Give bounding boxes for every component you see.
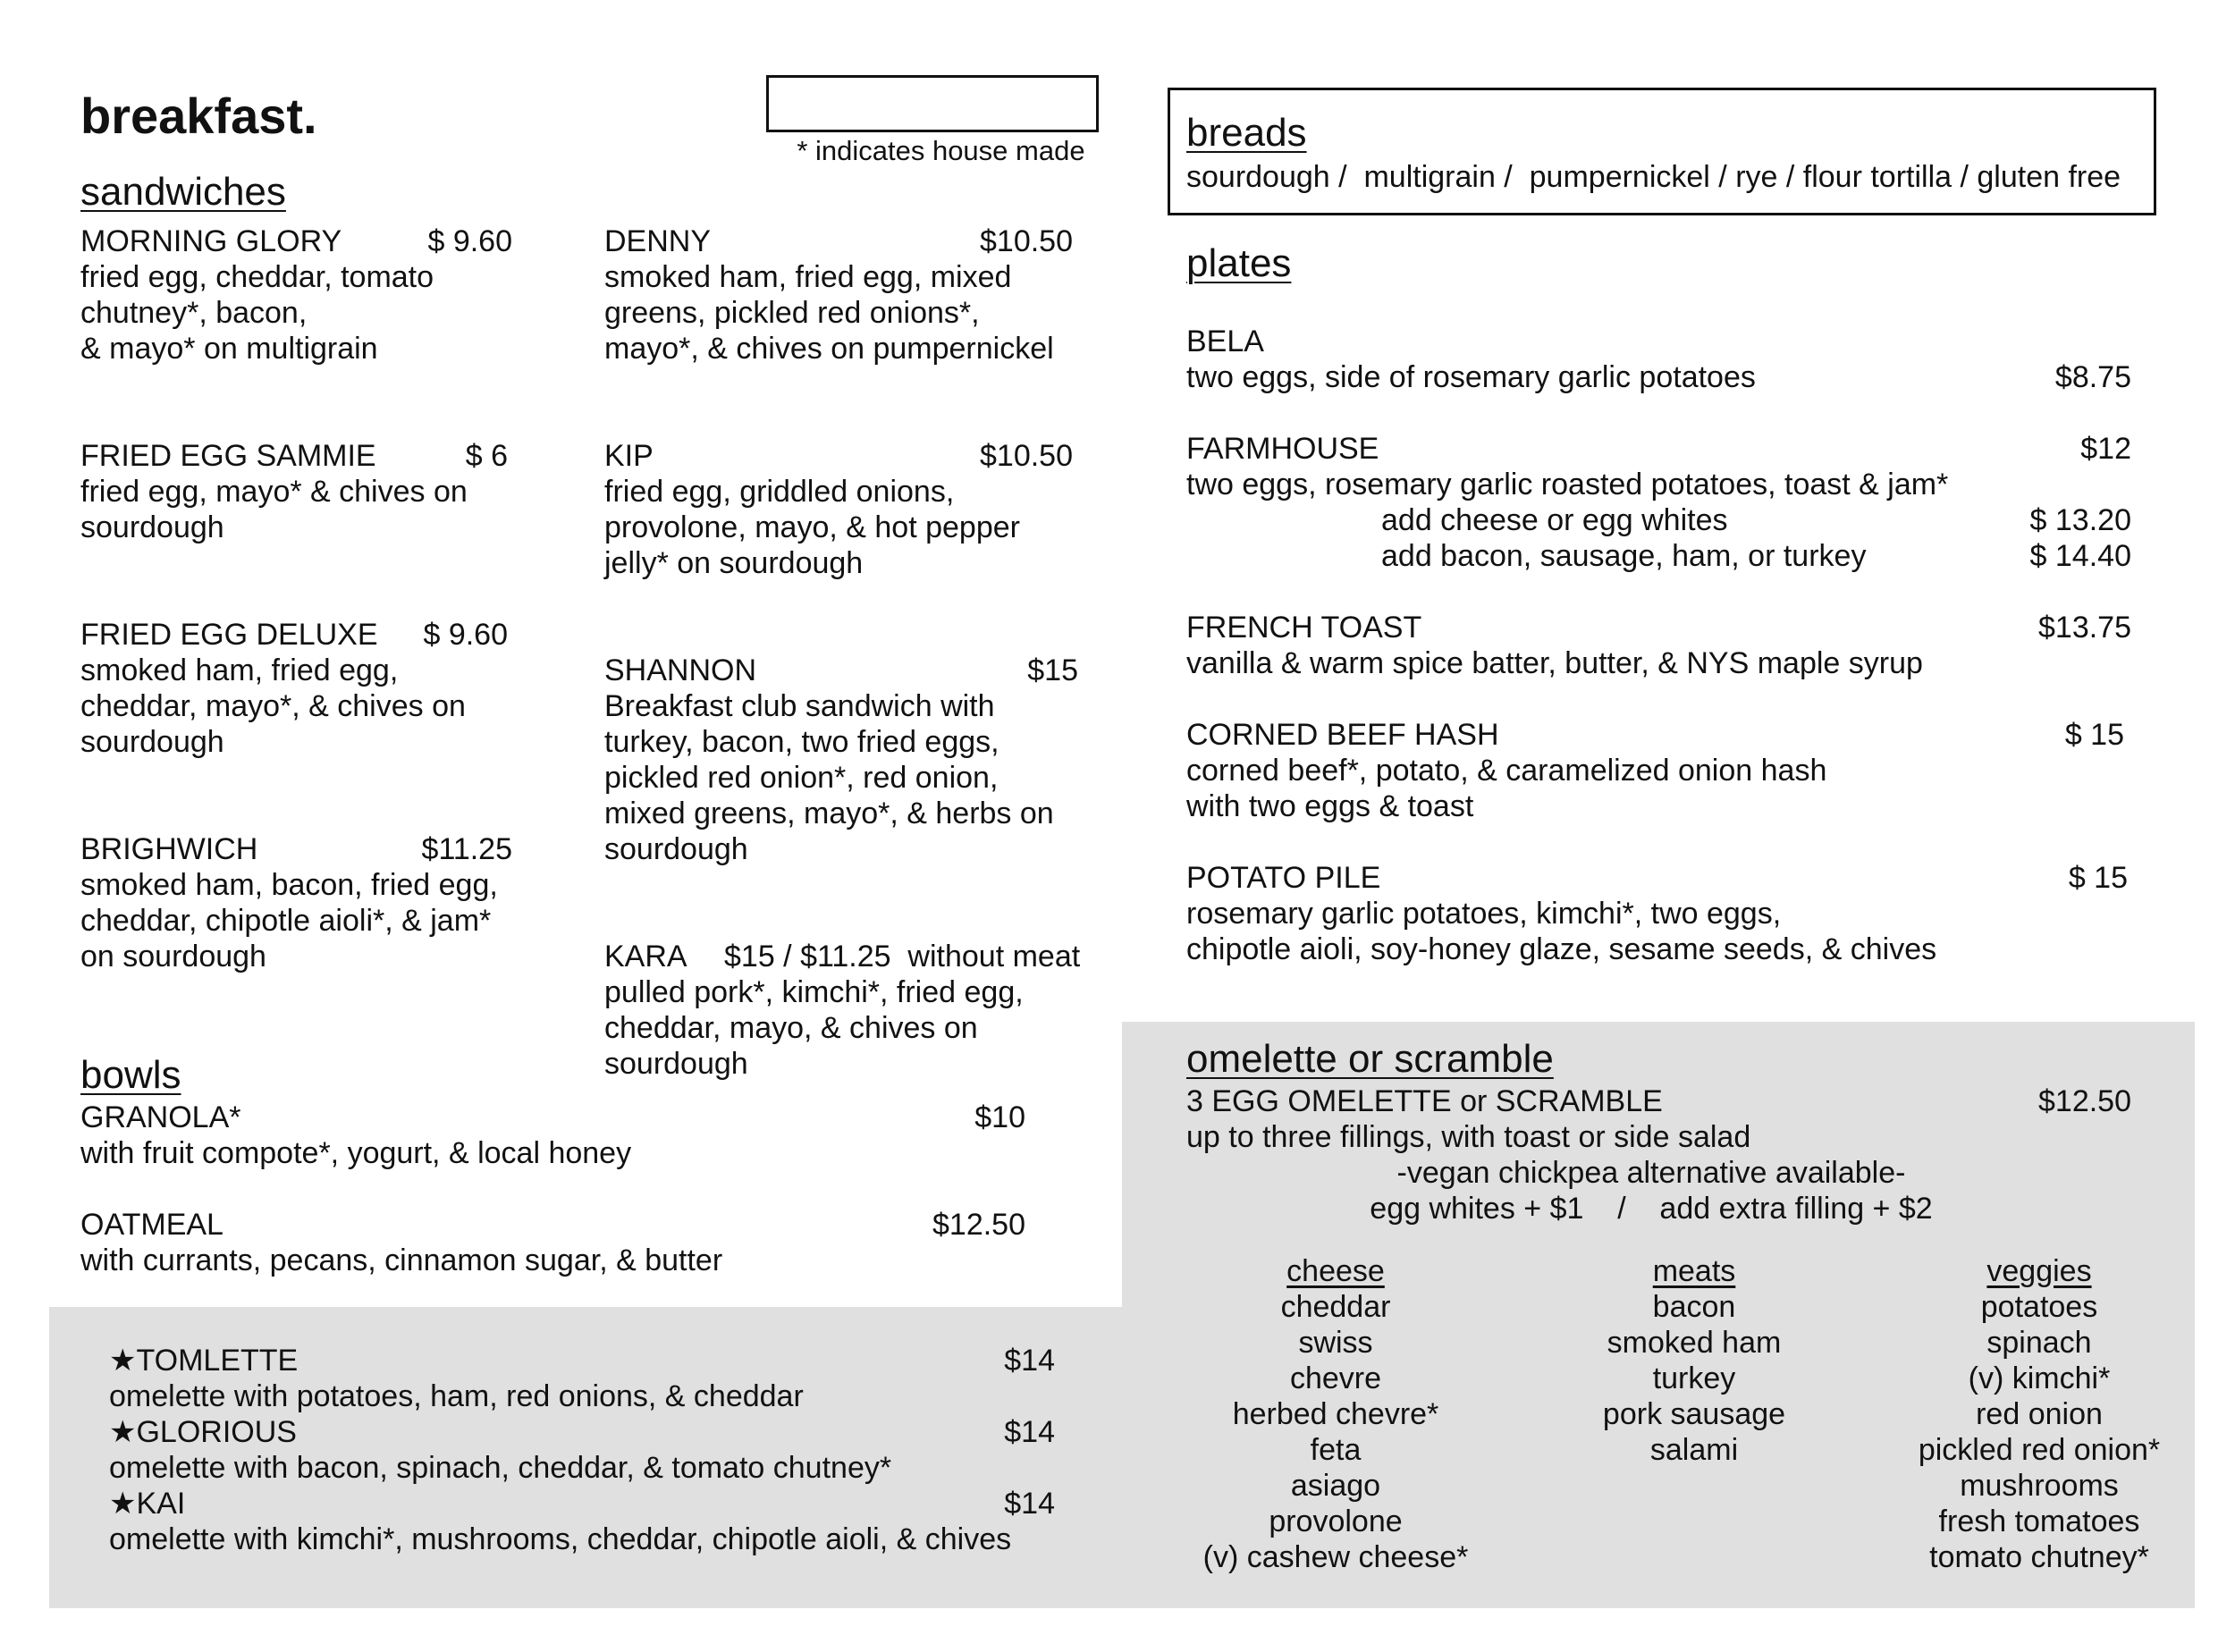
menu-item-price: $14 [1004,1487,1055,1521]
filling-item: red onion [1976,1397,2103,1431]
filling-item: smoked ham [1607,1326,1782,1360]
menu-item-name: FRENCH TOAST [1186,611,1422,645]
menu-item-price: $10.50 [980,224,1073,258]
filling-item: feta [1310,1433,1362,1467]
breads-heading: breads [1186,111,1307,155]
filling-item: swiss [1298,1326,1373,1360]
filling-item: chevre [1289,1361,1382,1395]
filling-item: bacon [1652,1290,1736,1324]
plates-heading: plates [1186,241,1292,285]
filling-item: herbed chevre* [1232,1397,1439,1431]
menu-item-desc: fried egg, griddled onions, provolone, mayo, & hot pepper jelly* on sourdough [604,475,1020,580]
filling-item: (v) kimchi* [1968,1361,2111,1395]
menu-item-price: $10 [974,1100,1025,1134]
farmhouse-addon-2: add bacon, sausage, ham, or turkey [1381,539,1867,573]
omelette-heading: omelette or scramble [1186,1037,1554,1081]
menu-item-price: $ 6 [465,439,508,473]
menu-item-price: $ 14.40 [2029,539,2131,573]
menu-item-price: $15 [1027,653,1078,687]
filling-item: asiago [1290,1469,1381,1503]
menu-item-price: $ 9.60 [427,224,512,258]
menu-item-price: $ 15 [2068,861,2128,895]
special-item-name [109,1414,297,1450]
menu-item-price: $14 [1004,1344,1055,1378]
menu-item-price: $12.50 [2038,1084,2131,1118]
menu-item-name: SHANNON [604,653,757,687]
house-made-note-text: * indicates house made [797,135,1085,166]
filling-item: tomato chutney* [1929,1540,2149,1574]
menu-item-name: FRIED EGG DELUXE [80,618,378,652]
menu-item-desc: two eggs, rosemary garlic roasted potatoes, toast & jam* [1186,468,1949,502]
filling-item: turkey [1652,1361,1736,1395]
star-icon: ★ [109,1415,137,1449]
sandwiches-heading: sandwiches [80,170,286,214]
menu-item-price: $13.75 [2038,611,2131,645]
menu-item-desc: smoked ham, bacon, fried egg, cheddar, chipotle aioli*, & jam* on sourdough [80,868,498,974]
menu-item-desc: omelette with potatoes, ham, red onions, & cheddar [109,1379,804,1413]
menu-item-price: $11.25 [421,832,512,866]
filling-item: fresh tomatoes [1938,1504,2140,1538]
filling-item: salami [1649,1433,1739,1467]
star-icon: ★ [109,1344,137,1378]
filling-item: mushrooms [1960,1469,2119,1503]
special-name: GLORIOUS [136,1415,297,1449]
menu-item-name: MORNING GLORY [80,224,342,258]
menu-item-name: FRIED EGG SAMMIE [80,439,376,473]
filling-item: cheddar [1280,1290,1391,1324]
menu-item-name: GRANOLA* [80,1100,241,1134]
menu-item-desc: omelette with kimchi*, mushrooms, cheddar, chipotle aioli, & chives [109,1522,1012,1556]
menu-item-price: $8.75 [2054,360,2131,394]
menu-item-price: $ 15 [2064,718,2124,752]
menu-item-desc: with currants, pecans, cinnamon sugar, & butter [80,1243,723,1277]
meats-column [1515,1253,1873,1468]
filling-item: potatoes [1980,1290,2098,1324]
menu-item-name: BELA [1186,324,1264,358]
special-name: KAI [136,1487,186,1521]
menu-item-name: OATMEAL [80,1208,224,1242]
veggies-column [1860,1253,2218,1575]
menu-item-desc: pulled pork*, kimchi*, fried egg, cheddar, mayo, & chives on sourdough [604,975,1024,1081]
menu-item-name: POTATO PILE [1186,861,1381,895]
cheese-heading: cheese [1286,1254,1385,1288]
filling-item: spinach [1986,1326,2092,1360]
omelette-extras: egg whites + $1 / add extra filling + $2 [1370,1192,1933,1226]
menu-item-price: $ 13.20 [2029,503,2131,537]
filling-item: pickled red onion* [1918,1433,2161,1467]
menu-item-desc: with fruit compote*, yogurt, & local honey [80,1136,632,1170]
menu-item-desc: omelette with bacon, spinach, cheddar, & tomato chutney* [109,1451,892,1485]
menu-item-name: 3 EGG OMELETTE or SCRAMBLE [1186,1084,1663,1118]
menu-item-price: $10.50 [980,439,1073,473]
special-name: TOMLETTE [136,1344,299,1378]
menu-item-price: $ 9.60 [423,618,508,652]
menu-item-desc: corned beef*, potato, & caramelized onion hash with two eggs & toast [1186,754,1827,823]
menu-item-desc: smoked ham, fried egg, cheddar, mayo*, & chives on sourdough [80,653,466,759]
menu-item-price: $15 / $11.25 without meat [724,940,1081,974]
menu-item-price: $12 [2080,432,2131,466]
menu-item-desc: vanilla & warm spice batter, butter, & NYS maple syrup [1186,646,1923,680]
menu-item-name: KIP [604,439,654,473]
menu-item-desc: fried egg, mayo* & chives on sourdough [80,475,468,544]
menu-item-desc: smoked ham, fried egg, mixed greens, pickled red onions*, mayo*, & chives on pumpernickel [604,260,1054,366]
menu-item-desc: rosemary garlic potatoes, kimchi*, two eggs, chipotle aioli, soy-honey glaze, sesame seeds, & chives [1186,897,1937,966]
menu-item-desc: Breakfast club sandwich with turkey, bacon, two fried eggs, pickled red onion*, red onion, mixed greens, mayo*, & herbs on sourdough [604,689,1054,866]
veggies-heading: veggies [1986,1254,2092,1288]
filling-item: provolone [1269,1504,1403,1538]
star-icon: ★ [109,1487,137,1521]
page-title: breakfast. [80,88,317,144]
menu-item-desc: up to three fillings, with toast or side salad [1186,1120,1751,1154]
special-item-name [109,1486,185,1521]
menu-item-name: DENNY [604,224,712,258]
menu-item-desc: fried egg, cheddar, tomato chutney*, bacon, & mayo* on multigrain [80,260,434,366]
house-made-note [766,75,1099,166]
farmhouse-addon-1: add cheese or egg whites [1381,503,1728,537]
filling-item: (v) cashew cheese* [1202,1540,1469,1574]
menu-item-price: $14 [1004,1415,1055,1449]
vegan-note: -vegan chickpea alternative available- [1396,1156,1906,1190]
menu-item-name: KARA [604,940,687,974]
bowls-heading: bowls [80,1053,181,1097]
special-item-name [109,1343,298,1378]
filling-item: pork sausage [1602,1397,1786,1431]
menu-item-name: CORNED BEEF HASH [1186,718,1499,752]
breads-list: sourdough / multigrain / pumpernickel / rye / flour tortilla / gluten free [1186,160,2121,194]
meats-heading: meats [1652,1254,1736,1288]
breads-box [1168,88,2156,215]
menu-item-desc: two eggs, side of rosemary garlic potatoes [1186,360,1756,394]
menu-item-name: BRIGHWICH [80,832,258,866]
cheese-column [1157,1253,1514,1575]
menu-item-price: $12.50 [932,1208,1025,1242]
menu-item-name: FARMHOUSE [1186,432,1379,466]
